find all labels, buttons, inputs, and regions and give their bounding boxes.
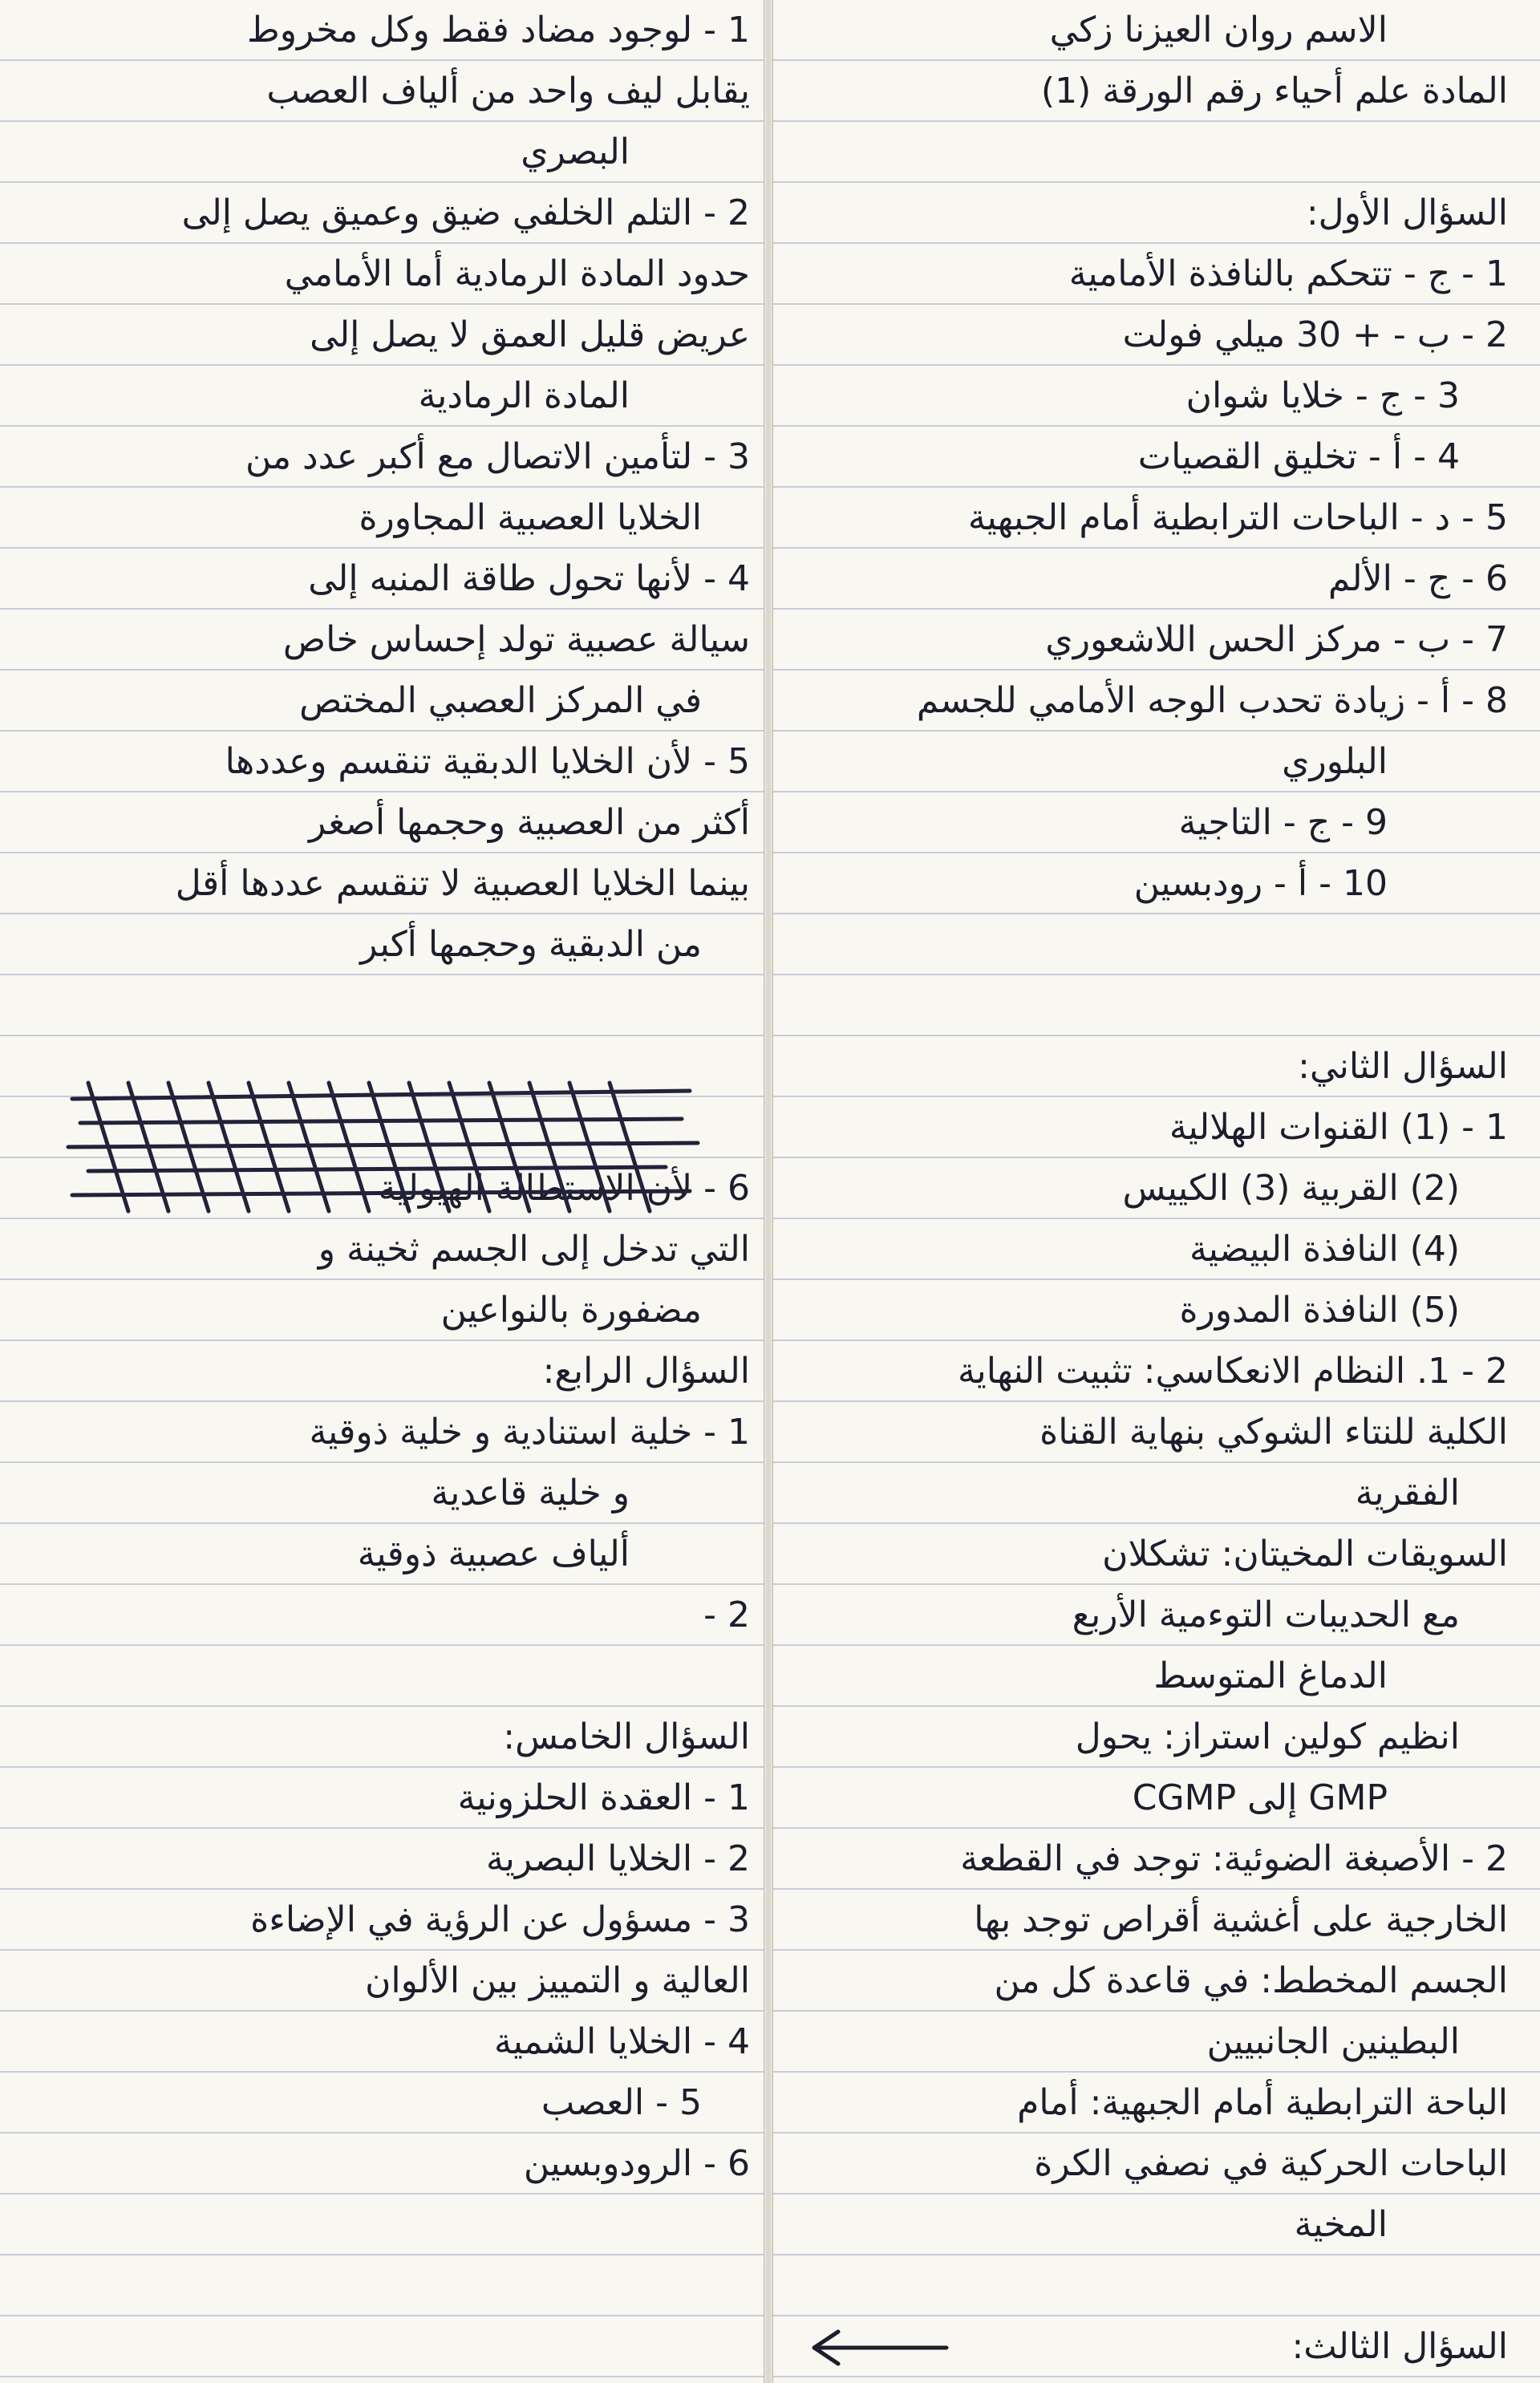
left-column-line: 1 - لوجود مضاد فقط وكل مخروط xyxy=(247,10,750,51)
right-column-line: 1 - (1) القنوات الهلالية xyxy=(1169,1107,1508,1148)
right-column-line: الجسم المخطط: في قاعدة كل من xyxy=(994,1960,1508,2001)
left-column-line: في المركز العصبي المختص xyxy=(299,680,702,721)
left-column-line: و خلية قاعدية xyxy=(431,1473,630,1514)
right-column-line: 5 - د - الباحات الترابطية أمام الجبهية xyxy=(967,497,1508,538)
left-column-line: 2 - xyxy=(703,1595,750,1635)
right-column-line: 10 - أ - رودبسين xyxy=(1133,863,1388,904)
left-column-line: السؤال الخامس: xyxy=(503,1716,750,1757)
left-column-line: ألياف عصبية ذوقية xyxy=(357,1534,630,1574)
right-column-line: انظيم كولين استراز: يحول xyxy=(1075,1716,1460,1757)
right-column-line: السؤال الثاني: xyxy=(1298,1046,1508,1087)
left-column-line: 5 - لأن الخلايا الدبقية تنقسم وعددها xyxy=(225,741,750,782)
right-column-line: GMP إلى CGMP xyxy=(1132,1777,1388,1818)
left-column-line xyxy=(24,1646,750,1707)
right-column-line: الخارجية على أغشية أقراص توجد بها xyxy=(974,1899,1508,1940)
left-column-line: 1 - خلية استنادية و خلية ذوقية xyxy=(309,1412,750,1453)
left-column-line: البصري xyxy=(521,132,630,172)
notebook-spine xyxy=(764,0,773,2383)
right-column-line: 3 - ج - خلايا شوان xyxy=(1185,375,1460,416)
right-column-line: البطينين الجانبيين xyxy=(1206,2021,1460,2062)
left-column-line: العالية و التمييز بين الألوان xyxy=(365,1960,750,2001)
right-column-line: السويقات المخيتان: تشكلان xyxy=(1102,1534,1508,1574)
right-column-line: السؤال الأول: xyxy=(1306,193,1508,233)
left-column-line: 4 - الخلايا الشمية xyxy=(494,2021,750,2062)
left-column-line: سيالة عصبية تولد إحساس خاص xyxy=(282,619,750,660)
right-column xyxy=(786,0,1508,2377)
left-column-line: 1 - العقدة الحلزونية xyxy=(457,1777,750,1818)
right-column-line: الباحات الحركية في نصفي الكرة xyxy=(1034,2143,1508,2184)
right-column-line: الباحة الترابطية أمام الجبهية: أمام xyxy=(1017,2082,1508,2123)
left-column-line: عريض قليل العمق لا يصل إلى xyxy=(310,314,750,355)
left-column-line: 2 - التلم الخلفي ضيق وعميق يصل إلى xyxy=(181,193,750,233)
right-column-line: المخية xyxy=(1294,2204,1388,2245)
right-column-line: مع الحديبات التوءمية الأربع xyxy=(1072,1595,1460,1635)
right-column-line: 1 - ج - تتحكم بالنافذة الأمامية xyxy=(1068,253,1508,294)
left-column-line: بينما الخلايا العصبية لا تنقسم عددها أقل xyxy=(175,863,750,904)
right-column-line: الدماغ المتوسط xyxy=(1153,1656,1388,1696)
right-column-line: البلوري xyxy=(1282,741,1388,782)
right-column-line: 7 - ب - مركز الحس اللاشعوري xyxy=(1045,619,1508,660)
arrow-left-icon xyxy=(802,2322,954,2370)
left-column-line: المادة الرمادية xyxy=(418,375,630,416)
right-column-line: 2 - الأصبغة الضوئية: توجد في القطعة xyxy=(960,1838,1508,1879)
right-column-line xyxy=(786,914,1508,975)
left-column-line: أكثر من العصبية وحجمها أصغر xyxy=(309,802,750,843)
left-column-line: حدود المادة الرمادية أما الأمامي xyxy=(284,253,750,294)
right-column-line xyxy=(786,122,1508,183)
right-column-line: (5) النافذة المدورة xyxy=(1179,1290,1460,1331)
right-column-line: المادة علم أحياء رقم الورقة (1) xyxy=(1040,71,1508,111)
right-column-line: الكلية للنتاء الشوكي بنهاية القناة xyxy=(1040,1412,1508,1453)
right-column-line: (2) القربية (3) الكييس xyxy=(1122,1168,1460,1209)
right-column-line: 2 - 1. النظام الانعكاسي: تثبيت النهاية xyxy=(957,1351,1508,1392)
right-column-line: 6 - ج - الألم xyxy=(1327,558,1508,599)
right-column-line xyxy=(786,975,1508,1036)
right-column-line: السؤال الثالث: xyxy=(1291,2326,1508,2367)
left-column-line: الخلايا العصبية المجاورة xyxy=(359,497,702,538)
right-column-line: الاسم روان العيزنا زكي xyxy=(1049,10,1388,51)
left-column-line xyxy=(24,975,750,1036)
right-column-line xyxy=(786,2255,1508,2316)
left-column-line: السؤال الرابع: xyxy=(542,1351,750,1392)
left-column-line: 5 - العصب xyxy=(541,2082,702,2123)
right-column-line: 4 - أ - تخليق القصيات xyxy=(1137,436,1460,477)
right-column-line: الفقرية xyxy=(1355,1473,1460,1514)
right-column-line: 9 - ج - التاجية xyxy=(1178,802,1388,843)
left-column-line: 3 - لتأمين الاتصال مع أكبر عدد من xyxy=(245,436,750,477)
left-column-line: 2 - الخلايا البصرية xyxy=(486,1838,750,1879)
right-column-line: 8 - أ - زيادة تحدب الوجه الأمامي للجسم xyxy=(916,680,1508,721)
left-column-line: 6 - الرودوبسين xyxy=(523,2143,750,2184)
left-column-line: 3 - مسؤول عن الرؤية في الإضاءة xyxy=(250,1899,750,1940)
left-column-line: يقابل ليف واحد من ألياف العصب xyxy=(266,71,750,111)
right-column-line: 2 - ب - + 30 ميلي فولت xyxy=(1122,314,1508,355)
crossed-out-scribble xyxy=(56,1067,714,1227)
left-column-line: من الدبقية وحجمها أكبر xyxy=(360,924,702,965)
left-column-line: مضفورة بالنواعين xyxy=(440,1290,702,1331)
left-column-line: 6 - لأن الاستطالة الهيولية xyxy=(378,1168,750,1209)
left-column-line: التي تدخل إلى الجسم ثخينة و xyxy=(318,1229,750,1270)
right-column-line: (4) النافذة البيضية xyxy=(1189,1229,1460,1270)
left-column-line: 4 - لأنها تحول طاقة المنبه إلى xyxy=(308,558,750,599)
